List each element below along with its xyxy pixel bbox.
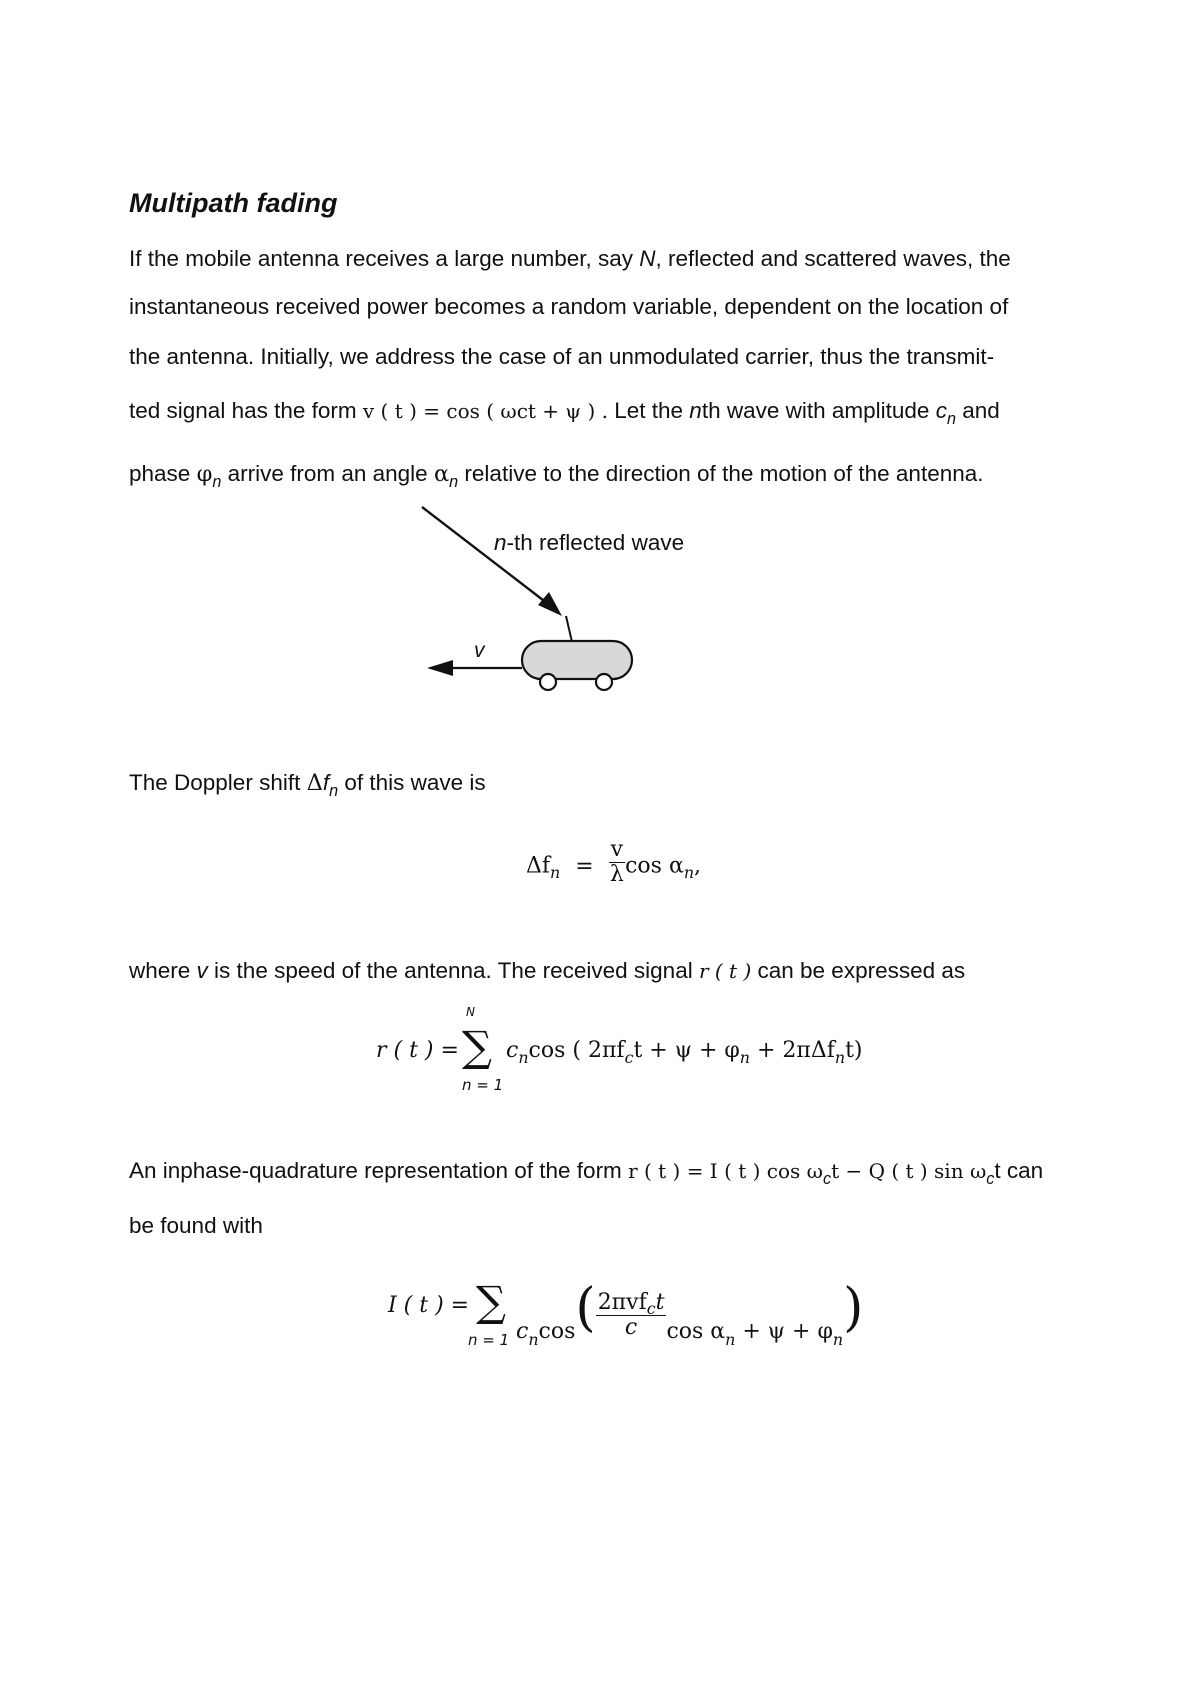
vehicle-wheel-front	[596, 674, 612, 690]
doppler-text: The Doppler shift $\Delta f_n$ of this wave is	[129, 770, 486, 800]
reflected-wave-arrow	[422, 507, 552, 607]
para-line-4: ted signal has the form v ( t ) = cos ( ωct + ψ ) . Let the nth wave with amplitude $c_n$ and	[129, 398, 1000, 428]
para-line-2: instantaneous received power becomes a random variable, dependent on the location of	[129, 294, 1009, 319]
sum-upper-limit: N	[466, 1005, 475, 1019]
iq-fraction: $\frac{2\pi vf_ct}{c}$	[597, 1289, 665, 1340]
received-text: where v is the speed of the antenna. The received signal r ( t ) can be expressed as	[129, 958, 966, 983]
sum-symbol: ∑	[462, 1022, 492, 1071]
doppler-equation: $\Delta f_n$ = $\frac{v}{\lambda}$ $\cos \alpha_n$,	[526, 837, 702, 887]
vehicle-body	[522, 641, 632, 679]
iq-line-2: be found with	[129, 1213, 263, 1238]
sum-lower-limit: n = 1	[462, 1076, 504, 1094]
reflected-wave-arrowhead	[538, 592, 562, 616]
antenna-mast	[566, 616, 572, 642]
iq-text: An inphase-quadrature representation of the form r ( t ) = I ( t ) $\cos \omega_ct - Q$ ( t ) $\sin \omega_ct$ can	[129, 1158, 1044, 1188]
velocity-arrowhead	[427, 660, 453, 676]
iq-equation: $c_n\cos$( $\frac{2\pi vf_ct}{c}$ $\cos \alpha_n + \psi + \varphi_n$)	[516, 1278, 864, 1349]
received-equation: $c_n\cos$ ( $2\pi f_ct + \psi + \varphi_n + 2\pi\Delta f_nt$)	[506, 1038, 863, 1067]
iq-sum-lower-limit: n = 1	[468, 1331, 510, 1349]
section-heading: Multipath fading	[129, 188, 338, 218]
para-line-3: the antenna. Initially, we address the case of an unmodulated carrier, thus the transmit-	[129, 344, 995, 369]
iq-lhs: I ( t ) =	[388, 1293, 470, 1318]
inline-equation-vt: v ( t ) = cos ( ωct + ψ ) .	[362, 399, 608, 423]
vehicle-wheel-rear	[540, 674, 556, 690]
velocity-label: v	[474, 639, 485, 662]
para-line-1: If the mobile antenna receives a large number, say N, reflected and scattered waves, the	[129, 246, 1011, 271]
wave-label: n-th reflected wave	[494, 530, 685, 555]
doppler-fraction: $\frac{v}{\lambda}$	[609, 837, 624, 887]
iq-sum-symbol: ∑	[476, 1277, 506, 1326]
received-lhs: r ( t ) =	[376, 1038, 459, 1063]
para-line-5: phase $\varphi_n$ arrive from an angle $\alpha_n$ relative to the direction of the motion of the antenna.	[129, 461, 984, 491]
